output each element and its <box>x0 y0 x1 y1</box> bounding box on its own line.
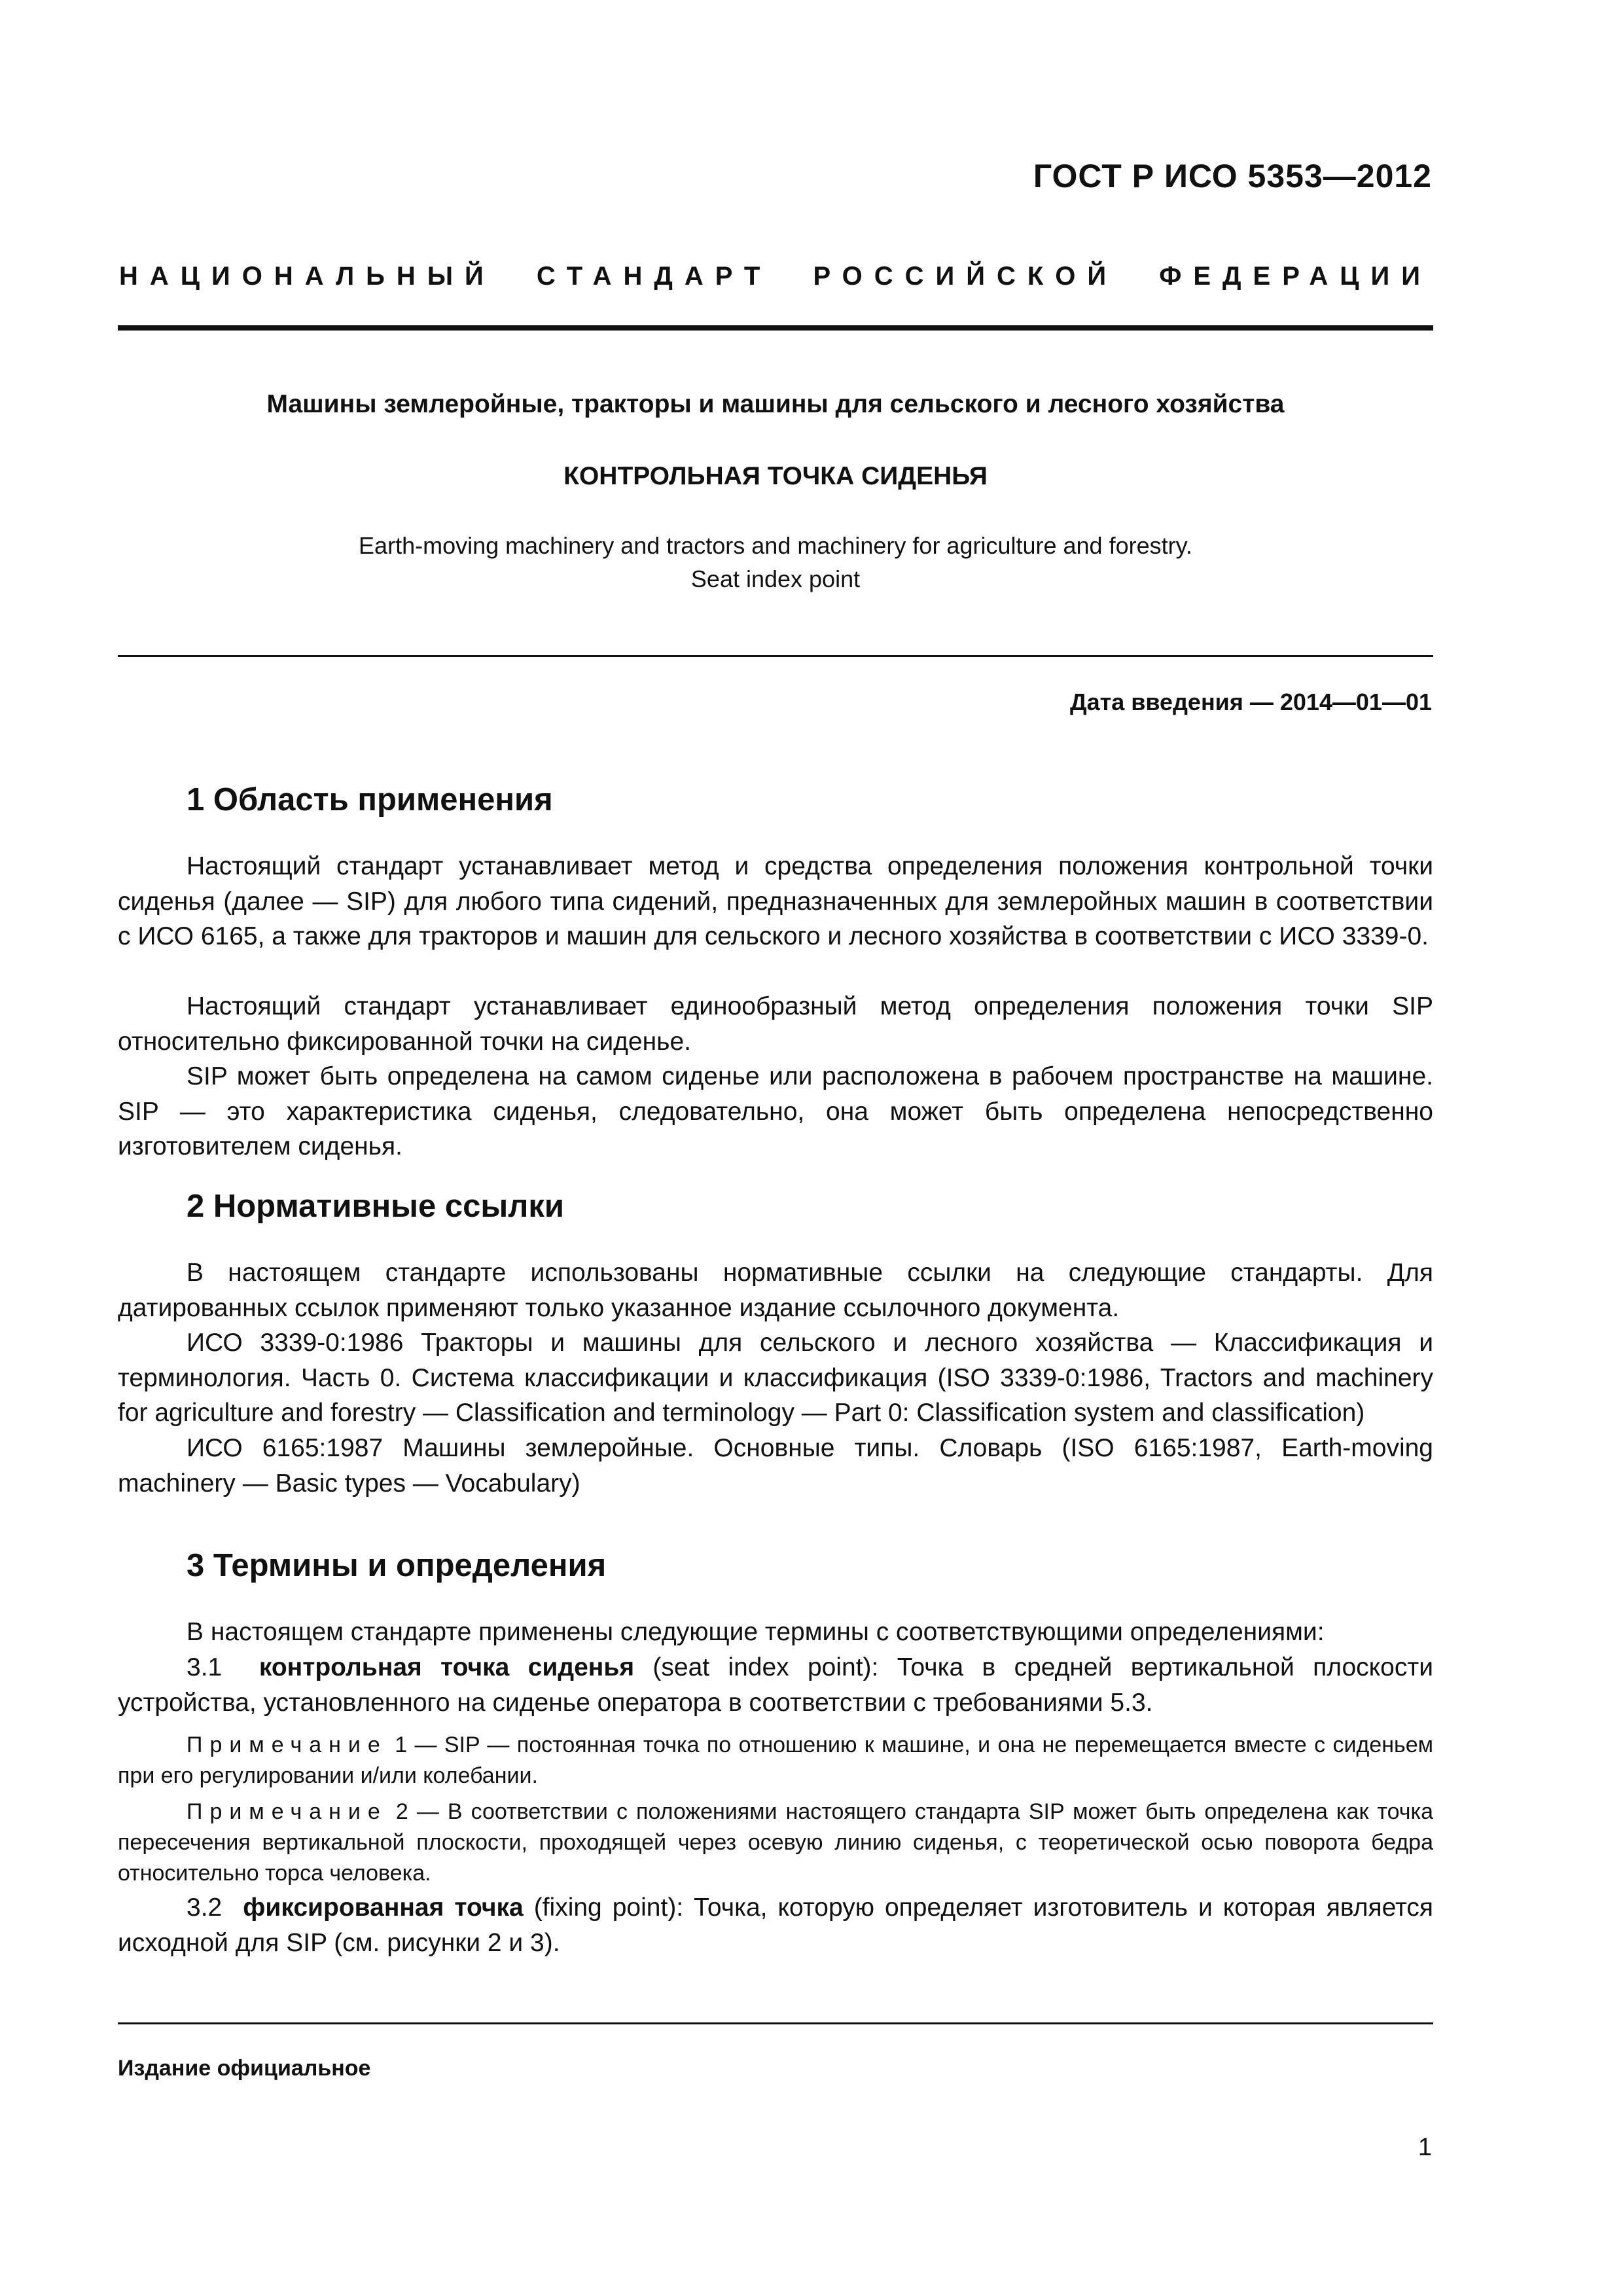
official-edition-label: Издание официальное <box>118 2056 371 2081</box>
note-text: 2 — В соответствии с положениями настоящего стандарта SIP может быть определена как точка пересечения вертикальной плоскости, проходящей через осевую линию сиденья, с теоретической осью поворота бедра относительно торса человека. <box>118 1799 1433 1886</box>
definition-term: фиксированная точка <box>243 1893 524 1922</box>
definition-3-1 <box>118 1650 1433 1720</box>
national-standard-banner <box>119 262 1432 291</box>
note-text: 1 — SIP — постоянная точка по отношению к машине, и она не перемещается вместе с сиденьем при его регулировании и/или колебании. <box>118 1732 1433 1788</box>
title-english-line: Seat index point <box>690 565 861 592</box>
gost-code: ГОСТ Р ИСО 5353—2012 <box>1033 158 1432 194</box>
definition-text: (fixing point): Точка, которую определяет изготовитель и которая является исходной для SIP (см. рисунки 2 и 3). <box>118 1893 1434 1957</box>
section-1-paragraph: Настоящий стандарт устанавливает метод и средства определения положения контрольной точки сиденья (далее — SIP) для любого типа сидений, предназначенных для землеройных машин в соответствии с ИСО 6165, а также для тракторов и машин для сельского и лесного хозяйства в соответствии с ИСО 3339-0. <box>118 852 1433 950</box>
definition-number: 3.2 <box>187 1893 223 1922</box>
section-2-heading: 2 Нормативные ссылки <box>187 1189 564 1224</box>
section-1-heading: 1 Область применения <box>187 782 553 817</box>
note-label: Примечание <box>187 1799 387 1824</box>
section-3-intro: В настоящем стандарте применены следующие термины с соответствующими определениями: <box>187 1618 1325 1646</box>
section-1-paragraph: SIP может быть определена на самом сиденье или расположена в рабочем пространстве на машине. SIP — это характеристика сиденья, следовательно, она может быть определена непосредственно изготовителем сиденья. <box>118 1062 1433 1160</box>
banner-word: РОССИЙСКОЙ <box>813 262 1118 291</box>
introduction-date: Дата введения — 2014—01—01 <box>1069 689 1432 715</box>
definition-text: (seat index point): Точка в средней вертикальной плоскости устройства, установленного на сиденье оператора в соответствии с требованиями 5.3. <box>118 1653 1433 1717</box>
note-1 <box>118 1730 1433 1791</box>
section-3-heading: 3 Термины и определения <box>187 1548 607 1583</box>
banner-word: ФЕДЕРАЦИИ <box>1159 262 1432 291</box>
title-english <box>118 529 1433 596</box>
definition-number: 3.1 <box>187 1653 223 1681</box>
page-number: 1 <box>1418 2134 1432 2161</box>
note-2 <box>118 1797 1433 1889</box>
banner-word: СТАНДАРТ <box>536 262 772 291</box>
title-english-line: Earth-moving machinery and tractors and machinery for agriculture and forestry. <box>359 532 1192 559</box>
section-2-reference: ИСО 3339-0:1986 Тракторы и машины для сельского и лесного хозяйства — Классификация и терминология. Часть 0. Система классификации и классификация (ISO 3339-0:1986, Tractors and machinery for agriculture and forestry — Classification and terminology — Part 0: Classification system and classification) <box>118 1329 1433 1427</box>
footer-rule <box>118 2022 1433 2024</box>
section-1-paragraph: Настоящий стандарт устанавливает единообразный метод определения положения точки SIP относительно фиксированной точки на сиденье. <box>118 992 1433 1056</box>
section-2-paragraph: В настоящем стандарте использованы нормативные ссылки на следующие стандарты. Для датированных ссылок применяют только указанное издание ссылочного документа. <box>118 1259 1433 1322</box>
section-2-reference: ИСО 6165:1987 Машины землеройные. Основные типы. Словарь (ISO 6165:1987, Earth-moving machinery — Basic types — Vocabulary) <box>118 1434 1433 1498</box>
note-label: Примечание <box>187 1732 387 1757</box>
title-russian: Машины землеройные, тракторы и машины для сельского и лесного хозяйства <box>266 390 1285 418</box>
header-rule <box>118 325 1433 331</box>
title-caps: КОНТРОЛЬНАЯ ТОЧКА СИДЕНЬЯ <box>563 462 988 490</box>
definition-term: контрольная точка сиденья <box>259 1653 635 1681</box>
title-rule <box>118 655 1433 657</box>
definition-3-2 <box>118 1890 1433 1960</box>
banner-word: НАЦИОНАЛЬНЫЙ <box>119 262 495 291</box>
